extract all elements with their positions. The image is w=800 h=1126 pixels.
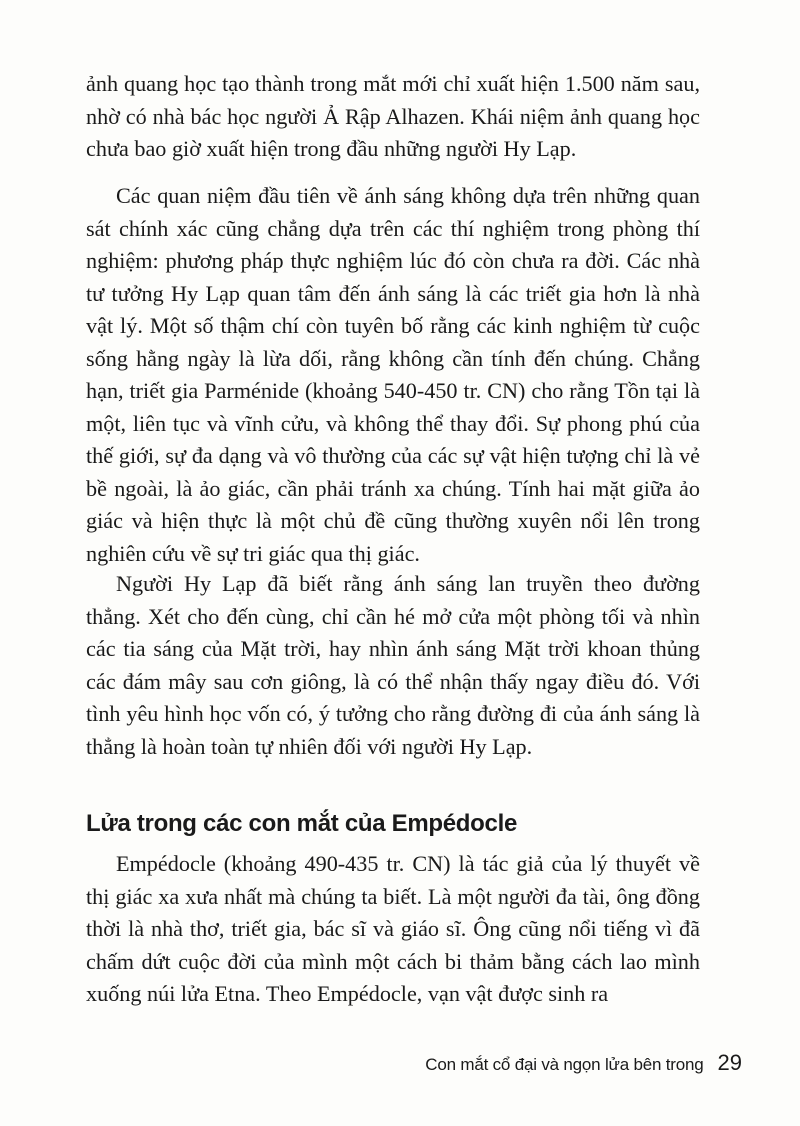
paragraph-early-concepts: Các quan niệm đầu tiên về ánh sáng không dựa trên những quan sát chính xác cũng chẳng dựa trên các thí nghiệm trong phòng thí nghiệm: phương pháp thực nghiệm lúc đó còn chưa ra đời. Các nhà tư tưởng Hy Lạp quan tâm đến ánh sáng là các triết gia hơn là nhà vật lý. Một số thậm chí còn tuyên bố rằng các kinh nghiệm từ cuộc sống hằng ngày là lừa dối, rằng không cần tính đến chúng. Chẳng hạn, triết gia Parménide (khoảng 540-450 tr. CN) cho rằng Tồn tại là một, liên tục và vĩnh cửu, và không thể thay đổi. Sự phong phú của thế giới, sự đa dạng và vô thường của các sự vật hiện tượng chỉ là vẻ bề ngoài, là ảo giác, cần phải tránh xa chúng. Tính hai mặt giữa ảo giác và hiện thực là một chủ đề cũng thường xuyên nổi lên trong nghiên cứu về sự tri giác qua thị giác.: [86, 183, 700, 566]
paragraph-continuation: ảnh quang học tạo thành trong mắt mới chỉ xuất hiện 1.500 năm sau, nhờ có nhà bác học người Ả Rập Alhazen. Khái niệm ảnh quang học chưa bao giờ xuất hiện trong đầu những người Hy Lạp.: [86, 71, 700, 161]
page-number: 29: [717, 1050, 742, 1075]
paragraph-straight-light: Người Hy Lạp đã biết rằng ánh sáng lan truyền theo đường thẳng. Xét cho đến cùng, chỉ cần hé mở cửa một phòng tối và nhìn các tia sáng của Mặt trời, hay nhìn ánh sáng Mặt trời khoan thủng các đám mây sau cơn giông, là có thể nhận thấy ngay điều đó. Với tình yêu hình học vốn có, ý tưởng cho rằng đường đi của ánh sáng là thẳng là hoàn toàn tự nhiên đối với người Hy Lạp.: [86, 571, 700, 759]
section-heading: Lửa trong các con mắt của Empédocle: [86, 810, 517, 837]
running-head: Con mắt cổ đại và ngọn lửa bên trong: [425, 1055, 704, 1074]
page-footer: [425, 1050, 742, 1076]
paragraph-empedocle: Empédocle (khoảng 490-435 tr. CN) là tác giả của lý thuyết về thị giác xa xưa nhất mà chúng ta biết. Là một người đa tài, ông đồng thời là nhà thơ, triết gia, bác sĩ và giáo sĩ. Ông cũng nổi tiếng vì đã chấm dứt cuộc đời của mình một cách bi thảm bằng cách lao mình xuống núi lửa Etna. Theo Empédocle, vạn vật được sinh ra: [86, 851, 700, 1006]
